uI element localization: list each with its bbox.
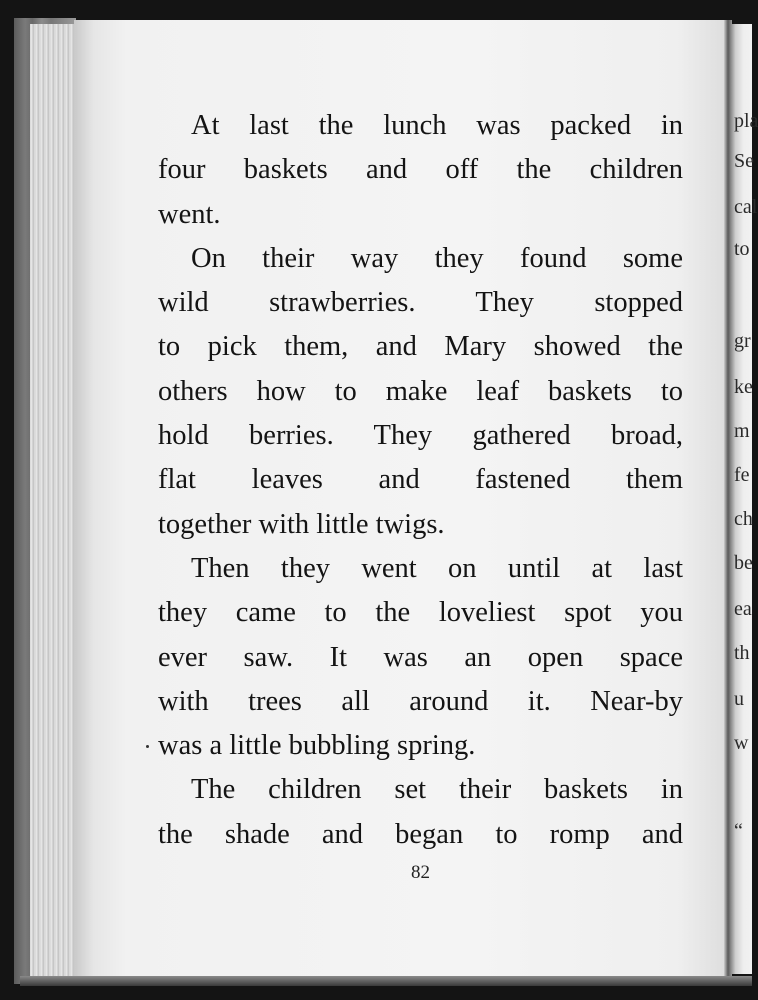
text-line: At last the lunch was packed in xyxy=(191,110,683,141)
next-page-fragment: “ xyxy=(734,820,743,842)
text-line: went. xyxy=(158,198,221,230)
next-page-fragment: th xyxy=(734,642,750,664)
next-page-fragment: ch xyxy=(734,508,753,530)
book-bottom-edge xyxy=(20,976,752,986)
next-page-fragment: Se xyxy=(734,150,754,172)
next-page-fragment: u xyxy=(734,688,744,710)
text-line: wild strawberries. They stopped xyxy=(158,287,683,319)
text-line: ever saw. It was an open space xyxy=(158,641,683,673)
text-line: was a little bubbling spring. xyxy=(158,730,476,762)
text-line: together with little twigs. xyxy=(158,508,445,540)
next-page-fragment: cal xyxy=(734,196,758,218)
text-line: flat leaves and fastened them xyxy=(158,464,683,496)
text-line: to pick them, and Mary showed the xyxy=(158,331,683,363)
next-page-fragment: pla xyxy=(734,110,758,132)
next-page-fragment: m xyxy=(734,420,750,442)
text-line: the shade and began to romp and xyxy=(158,818,683,850)
text-line: they came to the loveliest spot you xyxy=(158,597,683,629)
ink-speck xyxy=(146,745,149,748)
next-page-fragment: be xyxy=(734,552,753,574)
next-page-fragment: to xyxy=(734,238,750,260)
next-page-fragment: ke xyxy=(734,376,753,398)
text-line: The children set their baskets in xyxy=(191,774,683,806)
text-line: four baskets and off the children xyxy=(158,154,683,186)
next-page-fragment: w xyxy=(734,732,749,754)
next-page-fragment: gr xyxy=(734,330,751,352)
text-line: On their way they found some xyxy=(191,242,683,274)
text-line: hold berries. They gathered broad, xyxy=(158,420,683,452)
next-page-fragment: ea xyxy=(734,598,752,620)
page-number: 82 xyxy=(411,862,430,883)
text-line: others how to make leaf baskets to xyxy=(158,375,683,407)
page-text xyxy=(158,104,683,857)
page-stack-edge xyxy=(30,24,76,978)
next-page-fragment: fe xyxy=(734,464,750,486)
text-line: Then they went on until at last xyxy=(191,552,683,584)
text-line: with trees all around it. Near-by xyxy=(158,685,683,717)
